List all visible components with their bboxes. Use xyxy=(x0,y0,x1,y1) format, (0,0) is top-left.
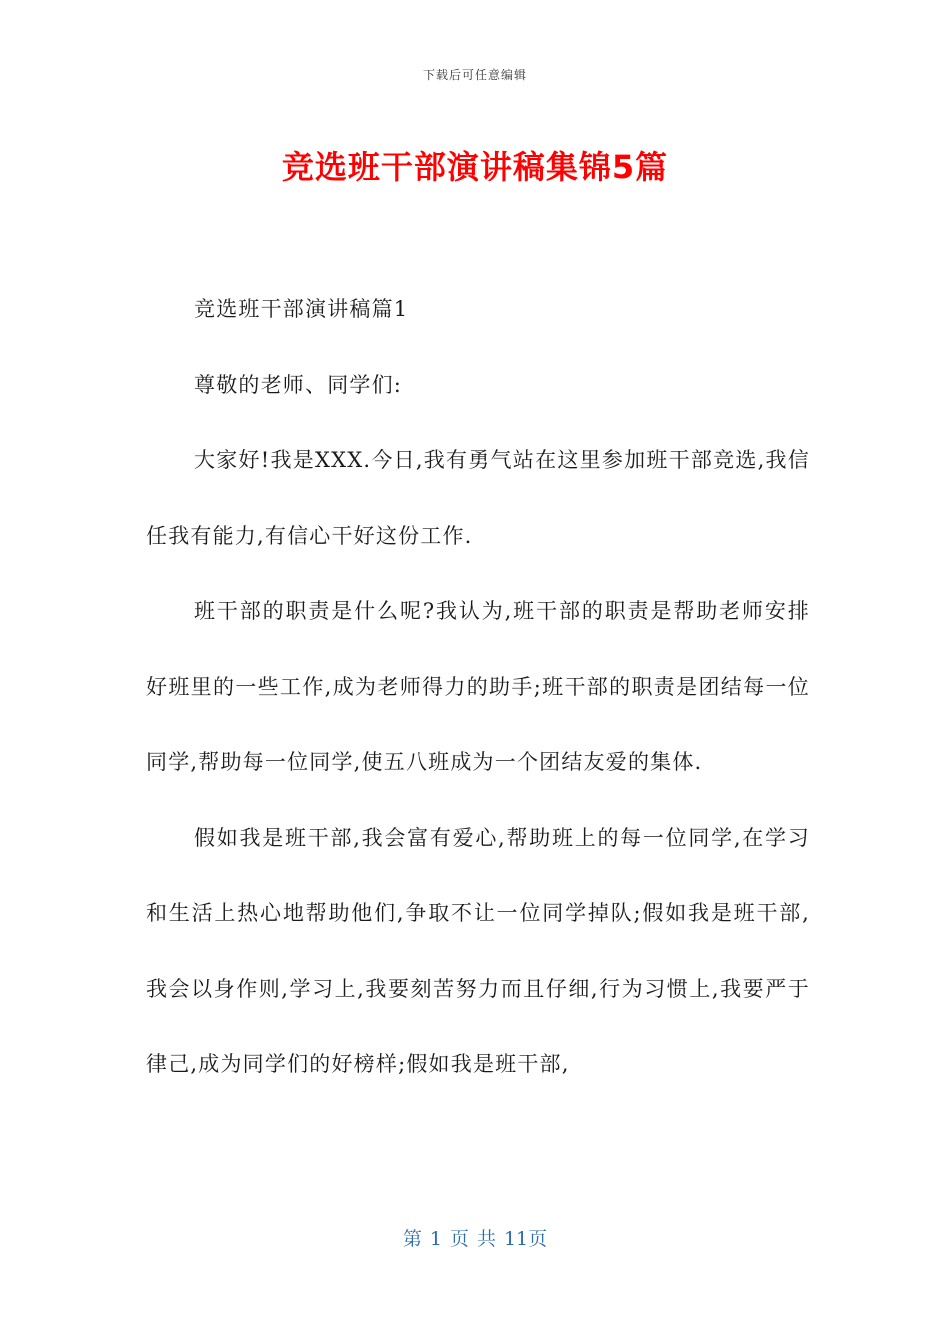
salutation-paragraph: 尊敬的老师、同学们: xyxy=(194,372,403,397)
page-prefix: 第 xyxy=(402,1228,422,1250)
total-pages: 11页 xyxy=(503,1228,548,1250)
document-body xyxy=(146,272,810,1103)
section-heading: 竞选班干部演讲稿篇1 xyxy=(194,297,409,321)
header-note: 下载后可任意编辑 xyxy=(422,68,527,82)
current-page-number: 1 xyxy=(429,1228,442,1250)
body-paragraph: 班干部的职责是什么呢?我认为,班干部的职责是帮助老师安排好班里的一些工作,成为老师得力的助手;班干部的职责是团结每一位同学,帮助每一位同学,使五八班成为一个团结友爱的集体. xyxy=(146,599,810,774)
total-prefix: 共 xyxy=(476,1228,496,1250)
body-paragraph: 假如我是班干部,我会富有爱心,帮助班上的每一位同学,在学习和生活上热心地帮助他们,争取不让一位同学掉队;假如我是班干部,我会以身作则,学习上,我要刻苦努力而且仔细,行为习惯上,我要严于律己,成为同学们的好榜样;假如我是班干部, xyxy=(146,825,810,1076)
page-word: 页 xyxy=(449,1228,469,1250)
body-paragraph: 大家好!我是XXX.今日,我有勇气站在这里参加班干部竞选,我信任我有能力,有信心干好这份工作. xyxy=(146,448,810,548)
page-footer xyxy=(0,1224,950,1251)
document-title: 竞选班干部演讲稿集锦5篇 xyxy=(281,148,669,186)
